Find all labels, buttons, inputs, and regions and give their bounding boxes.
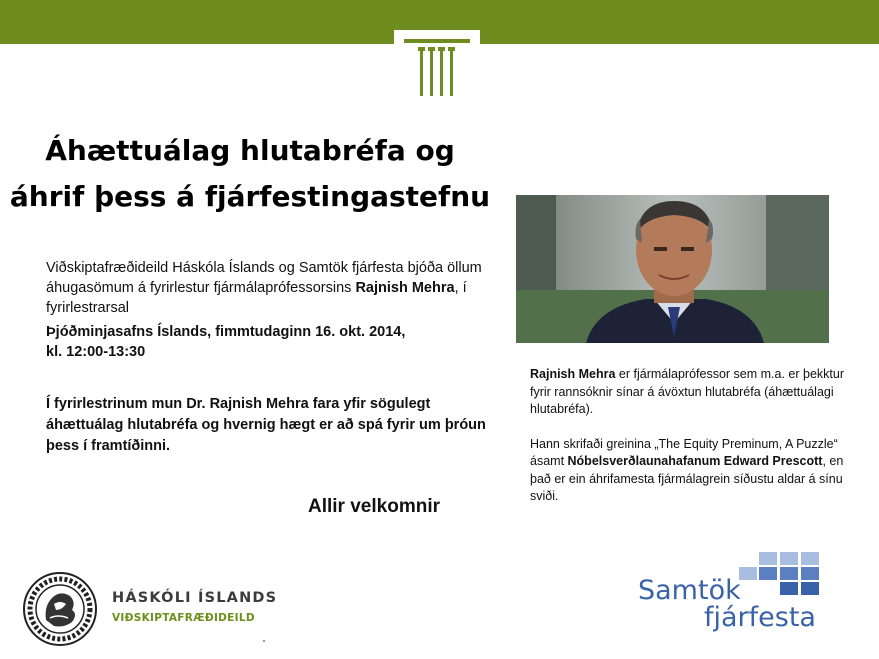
bio-speaker-name: Rajnish Mehra	[530, 367, 616, 381]
title-line-2: áhrif þess á fjárfestingastefnu	[9, 180, 491, 213]
speaker-bio	[530, 366, 850, 523]
bio-text-1: er fjármálaprófessor sem m.a. er þekktur fyrir rannsóknir sínar á ávöxtun hlutabréfa (áhættuálagi hlutabréfa).	[530, 367, 844, 416]
welcome-text: Allir velkomnir	[308, 496, 440, 517]
bio-text-3: , en það er ein áhrifamesta fjármálagrein síðustu aldar á sínu sviði.	[530, 454, 844, 503]
samtok-logo-line-2: fjárfesta	[704, 602, 816, 633]
speaker-photo	[516, 195, 829, 343]
column-pillars-icon	[394, 30, 480, 98]
intro-paragraph	[46, 258, 486, 318]
event-place-date: Þjóðminjasafns Íslands, fimmtudaginn 16. okt. 2014,	[46, 324, 406, 340]
title-line-1: Áhættuálag hlutabréfa og	[45, 134, 455, 167]
department-name: VIÐSKIPTAFRÆÐIDEILD	[112, 612, 255, 624]
samtok-logo-line-1: Samtök	[638, 575, 741, 606]
university-seal-icon	[20, 570, 100, 648]
bio-paragraph-1	[530, 366, 850, 419]
event-time: kl. 12:00-13:30	[46, 344, 146, 360]
lecture-description: Í fyrirlestrinum mun Dr. Rajnish Mehra fara yfir sögulegt áhættuálag hlutabréfa og hvernig hægt er að spá fyrir um þróun þess í framtíðinni.	[46, 396, 486, 454]
bio-text-2: Hann skrifaði greinina „The Equity Preminum, A Puzzle“ ásamt	[530, 436, 838, 468]
page-title	[0, 128, 500, 220]
bio-paragraph-2	[530, 436, 850, 506]
speaker-name: Rajnish Mehra	[355, 280, 455, 296]
event-time-place	[46, 322, 486, 362]
bio-coauthor-name: Nóbelsverðlaunahafanum Edward Prescott	[567, 454, 823, 468]
square-grid-icon	[739, 552, 819, 596]
university-name: HÁSKÓLI ÍSLANDS	[112, 590, 278, 606]
stray-dot	[263, 640, 265, 642]
intro-text-1: Viðskiptafræðideild Háskóla Íslands og Samtök fjárfesta bjóða öllum áhugasömum á fyrirlestur fjármálaprófessorsins	[46, 260, 482, 296]
intro-text-2: , í fyrirlestrarsal	[46, 280, 467, 316]
